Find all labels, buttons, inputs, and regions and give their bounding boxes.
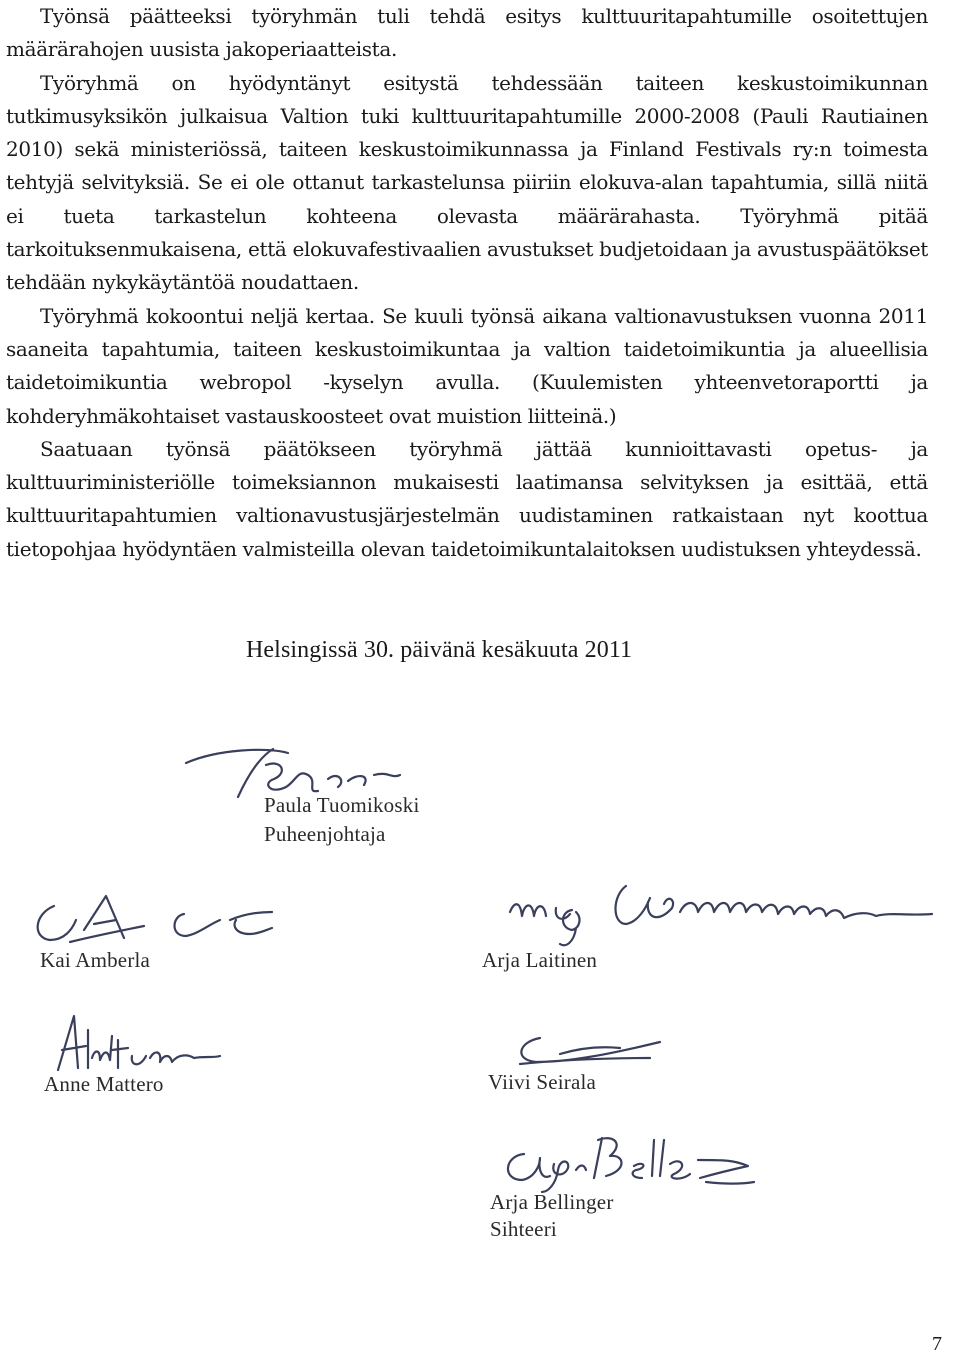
place-and-date: Helsingissä 30. päivänä kesäkuuta 2011 [246,637,633,663]
signature-block-chair [178,735,438,847]
handwritten-signature-icon [500,1024,670,1068]
paragraph-3: Työryhmä kokoontui neljä kertaa. Se kuuli työnsä aikana valtionavustuksen vuonna 2011 saaneita tapahtumia, taiteen keskustoimikuntaa ja valtion taidetoimikuntia ja alueellisia taidetoimikuntia webropol -kyselyn avulla. (Kuulemisten yhteenvetoraportti ja kohderyhmäkohtaiset vastauskoosteet ovat muistion liitteinä.) [6,303,928,428]
paragraph-2: Työryhmä on hyödyntänyt esitystä tehdessään taiteen keskustoimikunnan tutkimusyksikön julkaisua Valtion tuki kulttuuritapahtumille 2000-2008 (Pauli Rautiainen 2010) sekä ministeriössä, taiteen keskustoimikunnassa ja Finland Festivals ry:n toimesta tehtyjä selvityksiä. Se ei ole ottanut tarkastelunsa piiriin elokuva-alan tapahtumia, sillä niitä ei tueta tarkastelun kohteena olevasta määrärahasta. Työryhmä pitää tarkoituksenmukaisena, että elokuvafestivaalien avustukset budjetoidaan ja avustuspäätökset tehdään nykykäytäntöä noudattaen. [6,70,928,295]
signatory-name: Paula Tuomikoski [264,793,420,817]
signatory-role: Puheenjohtaja [264,822,386,846]
page-number: 7 [932,1333,942,1355]
handwritten-signature-icon [500,872,950,952]
signature-block-member [14,890,284,973]
handwritten-signature-icon [38,1010,238,1078]
body-text [6,0,928,566]
signature-block-member [488,1024,670,1095]
signatory-name: Anne Mattero [44,1072,164,1096]
signatory-name: Viivi Seirala [488,1070,597,1094]
signature-block-secretary [490,1130,764,1242]
signature-block-member [482,872,950,973]
paragraph-4: Saatuaan työnsä päätökseen työryhmä jättää kunnioittavasti opetus- ja kulttuuriministeriölle toimeksiannon mukaisesti laatimansa selvityksen ja esittää, että kulttuuritapahtumien valtionavustusjärjestelmän uudistaminen ratkaistaan nyt koottua tietopohjaa hyödyntäen valmisteilla olevan taidetoimikuntalaitoksen uudistuksen yhteydessä. [6,436,928,561]
signatory-name: Arja Bellinger [490,1190,614,1214]
paragraph-1: Työnsä päätteeksi työryhmän tuli tehdä esitys kulttuuritapahtumille osoitettujen määrärahojen uusista jakoperiaatteista. [6,4,928,62]
signatory-name: Arja Laitinen [482,948,598,972]
signatory-name: Kai Amberla [40,948,151,972]
signatory-role: Sihteeri [490,1217,557,1241]
handwritten-signature-icon [14,890,284,950]
signature-block-member [38,1010,238,1097]
handwritten-signature-icon [494,1130,764,1196]
